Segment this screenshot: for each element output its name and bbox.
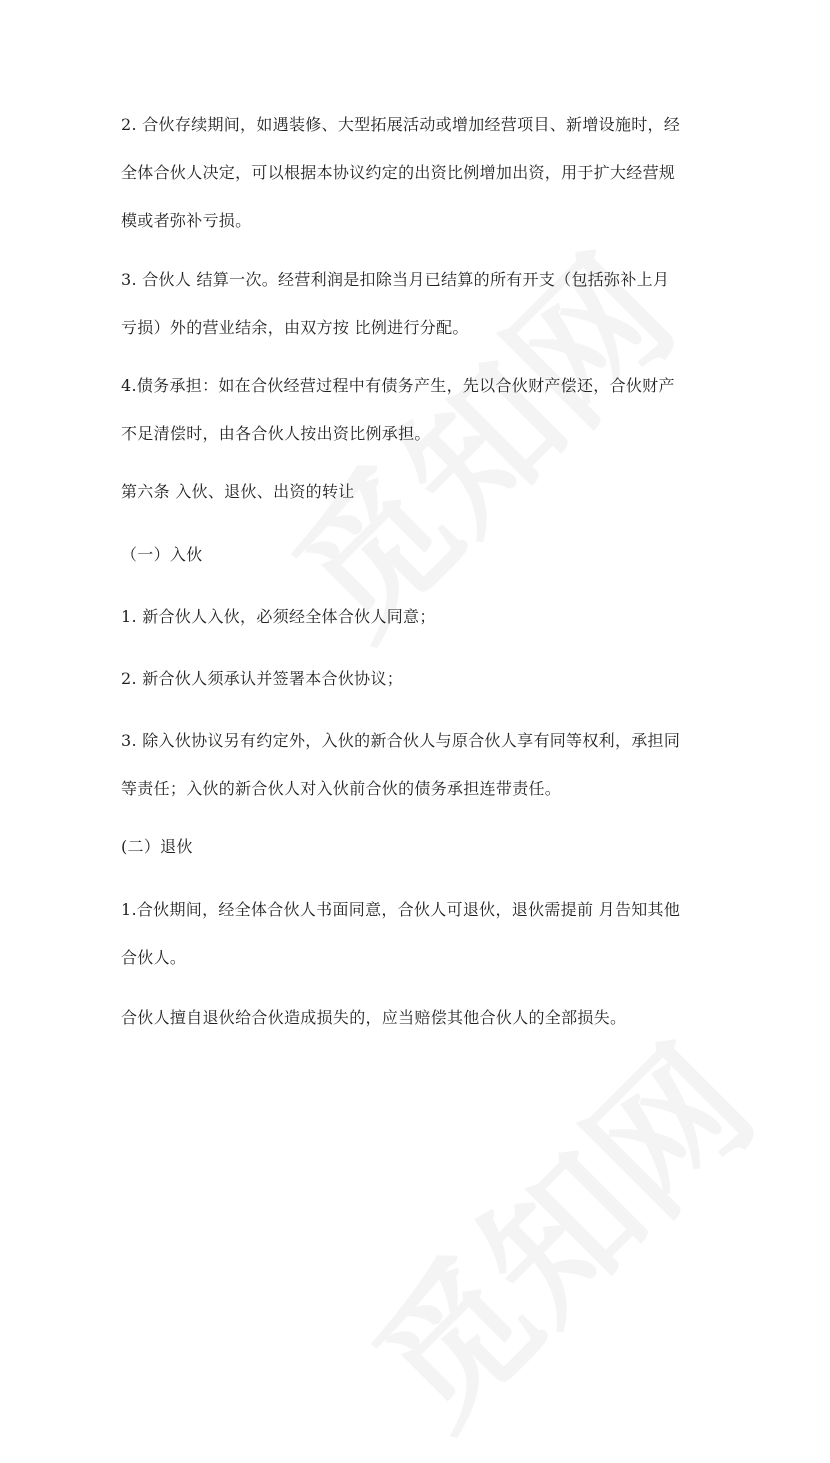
text-line: （一）入伙 xyxy=(121,545,203,564)
text-line: 合伙人擅自退伙给合伙造成损失的，应当赔偿其他合伙人的全部损失。 xyxy=(121,1008,627,1027)
text-line: 3. 除入伙协议另有约定外，入伙的新合伙人与原合伙人享有同等权利，承担同 xyxy=(121,731,681,750)
text-line: 亏损）外的营业结余，由双方按 比例进行分配。 xyxy=(121,318,469,337)
text-line: (二）退伙 xyxy=(121,837,193,856)
text-line: 2. 合伙存续期间，如遇装修、大型拓展活动或增加经营项目、新增设施时，经 xyxy=(121,115,681,134)
text-line: 2. 新合伙人须承认并签署本合伙协议； xyxy=(121,669,404,688)
text-line: 合伙人。 xyxy=(121,948,187,967)
text-line: 3. 合伙人 结算一次。经营利润是扣除当月已结算的所有开支（包括弥补上月 xyxy=(121,270,670,289)
text-line: 不足清偿时，由各合伙人按出资比例承担。 xyxy=(121,424,431,443)
text-line: 第六条 入伙、退伙、出资的转让 xyxy=(121,482,355,501)
watermark-bottom xyxy=(320,993,791,1463)
text-line: 全体合伙人决定，可以根据本协议约定的出资比例增加出资，用于扩大经营规 xyxy=(121,163,676,182)
text-line: 等责任；入伙的新合伙人对入伙前合伙的债务承担连带责任。 xyxy=(121,779,562,798)
text-line: 模或者弥补亏损。 xyxy=(121,211,252,230)
text-line: 1.合伙期间，经全体合伙人书面同意，合伙人可退伙，退伙需提前 月告知其他 xyxy=(121,900,681,919)
text-line: 1. 新合伙人入伙，必须经全体合伙人同意； xyxy=(121,607,436,626)
text-line: 4.债务承担：如在合伙经营过程中有债务产生，先以合伙财产偿还，合伙财产 xyxy=(121,376,675,395)
